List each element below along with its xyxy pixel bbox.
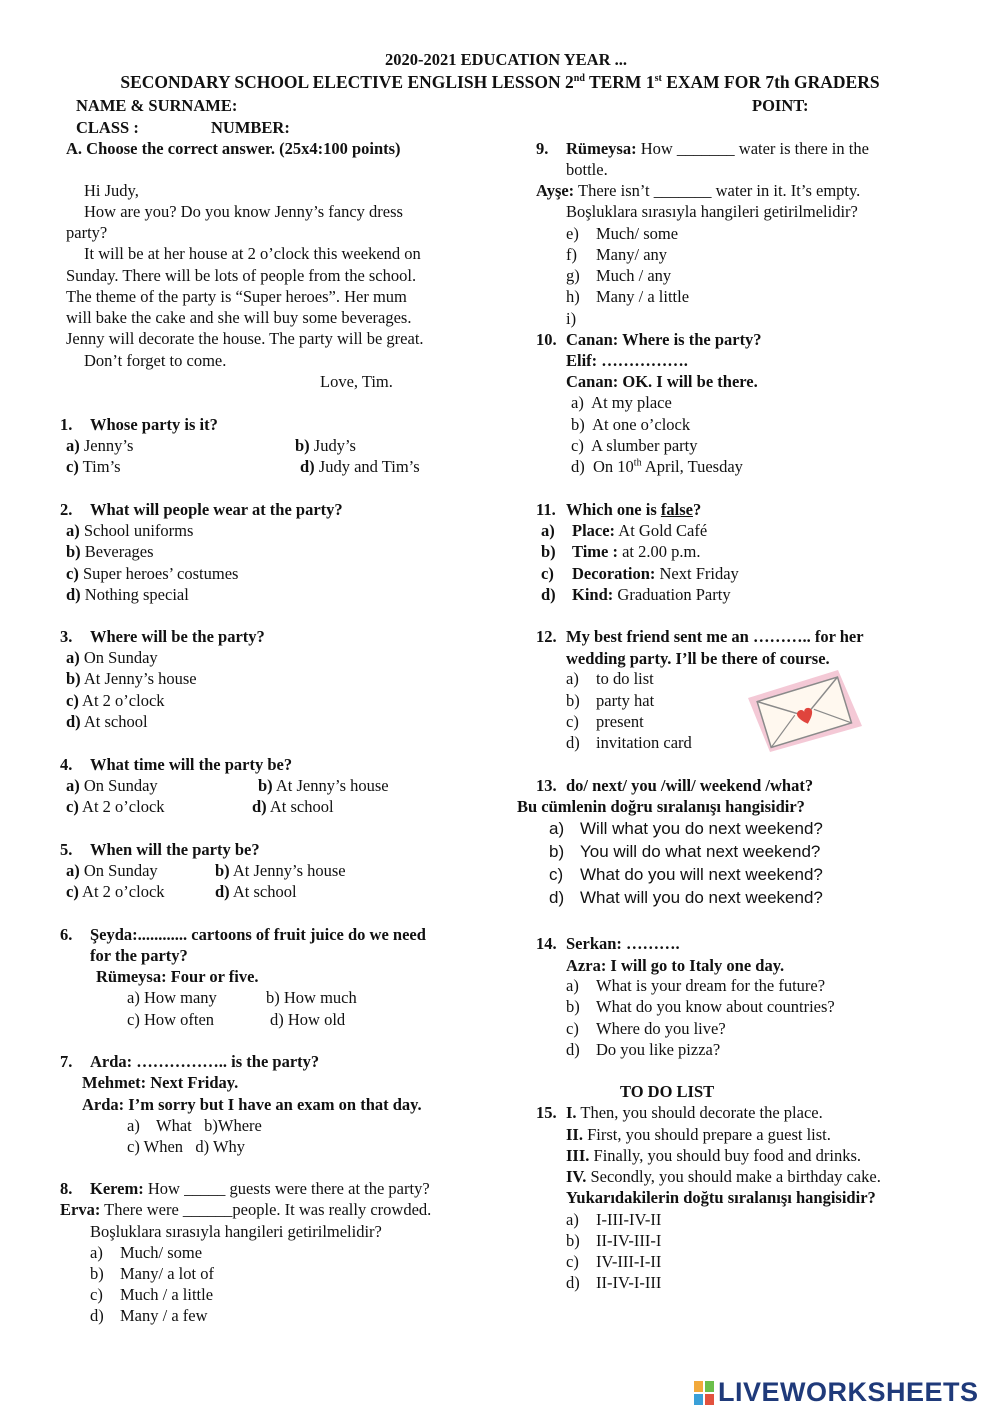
question-text: Rümeysa: How _______ water is there in the (566, 139, 869, 158)
letter-line: Don’t forget to come. (84, 351, 227, 370)
option-d[interactable]: d) At school (215, 882, 297, 901)
question-text: Ayşe: There isn’t _______ water in it. It’s empty. (536, 181, 861, 200)
watermark-text: LIVEWORKSHEETS (718, 1377, 979, 1407)
option-b[interactable]: b) Judy’s (295, 436, 356, 455)
question-number: 9. (536, 139, 549, 158)
option-d[interactable]: d) Do you like pizza? (566, 1040, 721, 1059)
option-b[interactable]: b) Many/ a lot of (90, 1264, 214, 1283)
question-text: Kerem: How _____ guests were there at the party? (90, 1179, 430, 1198)
question-number: 11. (536, 500, 556, 519)
point-label: POINT: (752, 96, 809, 115)
option-c[interactable]: c) How often (127, 1010, 215, 1029)
question-text: Where will be the party? (90, 627, 265, 646)
to-do-list-title: TO DO LIST (620, 1082, 715, 1101)
question-text: Elif: ……………. (566, 351, 688, 370)
letter-line: It will be at her house at 2 o’clock this weekend on (84, 244, 421, 263)
option-c[interactable]: c) Much / a little (90, 1285, 214, 1304)
question-instruction: Bu cümlenin doğru sıralanışı hangisidir? (517, 797, 805, 816)
option-c[interactable]: c) Super heroes’ costumes (66, 564, 239, 583)
letter-greeting: Hi Judy, (84, 181, 139, 200)
question-number: 10. (536, 330, 557, 349)
question-text: wedding party. I’ll be there of course. (566, 649, 830, 668)
option-a[interactable]: a) On Sunday (66, 776, 158, 795)
option-i[interactable]: i) (566, 309, 577, 328)
question-text: Erva: There were ______people. It was really crowded. (60, 1200, 432, 1219)
question-text: bottle. (566, 160, 608, 179)
letter-signature: Love, Tim. (320, 372, 393, 391)
option-f[interactable]: f) Many/ any (566, 245, 668, 264)
question-number: 1. (60, 415, 73, 434)
question-number: 2. (60, 500, 73, 519)
letter-line: Sunday. There will be lots of people from the school. (66, 266, 417, 285)
option-b[interactable]: b) At Jenny’s house (66, 669, 197, 688)
question-number: 5. (60, 840, 73, 859)
question-number: 14. (536, 934, 557, 953)
option-d[interactable]: d) Many / a few (90, 1306, 208, 1325)
logo-badge-icon (694, 1381, 714, 1405)
class-label: CLASS : (76, 118, 139, 137)
question-text: Canan: Where is the party? (566, 330, 762, 349)
option-a[interactable]: a) Will what you do next weekend? (549, 819, 823, 838)
exam-title: SECONDARY SCHOOL ELECTIVE ENGLISH LESSON 2nd TERM 1st EXAM FOR 7th GRADERS (120, 72, 880, 92)
option-b[interactable]: b) How much (266, 988, 357, 1007)
option-a[interactable]: a) Place: At Gold Café (541, 521, 708, 540)
letter-line: How are you? Do you know Jenny’s fancy dress (84, 202, 403, 221)
question-text: When will the party be? (90, 840, 260, 859)
options-a-b[interactable]: a) What b)Where (127, 1116, 262, 1135)
option-d[interactable]: d) Kind: Graduation Party (541, 585, 731, 604)
list-item: I. Then, you should decorate the place. (566, 1103, 823, 1122)
option-b[interactable]: b) You will do what next weekend? (549, 842, 821, 861)
question-response: Rümeysa: Four or five. (96, 967, 259, 986)
option-c[interactable]: c) At 2 o’clock (66, 691, 165, 710)
option-d[interactable]: d) At school (66, 712, 148, 731)
option-b[interactable]: b) At Jenny’s house (258, 776, 389, 795)
question-text: Arda: …………….. is the party? (90, 1052, 320, 1071)
list-item: II. First, you should prepare a guest list. (566, 1125, 831, 1144)
question-number: 8. (60, 1179, 73, 1198)
number-label: NUMBER: (211, 118, 290, 137)
option-b[interactable]: b) II-IV-III-I (566, 1231, 662, 1250)
option-d[interactable]: d) II-IV-I-III (566, 1273, 662, 1292)
option-a[interactable]: a) What is your dream for the future? (566, 976, 826, 995)
letter-line: Jenny will decorate the house. The party will be great. (66, 329, 424, 348)
question-text: do/ next/ you /will/ weekend /what? (566, 776, 814, 795)
question-instruction: Boşluklara sırasıyla hangileri getirilmelidir? (566, 202, 858, 221)
question-text: Azra: I will go to Italy one day. (566, 956, 785, 975)
option-c[interactable]: c) Decoration: Next Friday (541, 564, 739, 583)
option-d[interactable]: d) What will you do next weekend? (549, 888, 823, 907)
question-response: Arda: I’m sorry but I have an exam on that day. (82, 1095, 422, 1114)
option-c[interactable]: c) At 2 o’clock (66, 882, 165, 901)
option-b[interactable]: b) party hat (566, 691, 655, 710)
question-number: 15. (536, 1103, 557, 1122)
question-number: 3. (60, 627, 73, 646)
option-a[interactable]: a) I-III-IV-II (566, 1210, 662, 1229)
question-text: What will people wear at the party? (90, 500, 343, 519)
option-h[interactable]: h) Many / a little (566, 287, 690, 306)
question-number: 6. (60, 925, 73, 944)
option-a[interactable]: a) Jenny’s (66, 436, 134, 455)
option-a[interactable]: a) School uniforms (66, 521, 194, 540)
option-c[interactable]: c) What do you will next weekend? (549, 865, 823, 884)
option-d[interactable]: d) On 10th April, Tuesday (571, 457, 743, 476)
option-a[interactable]: a) How many (127, 988, 217, 1007)
exam-year-title: 2020-2021 EDUCATION YEAR ... (384, 50, 627, 69)
liveworksheets-logo[interactable] (694, 1377, 994, 1409)
option-a[interactable]: a) to do list (566, 669, 654, 688)
question-text: Canan: OK. I will be there. (566, 372, 758, 391)
section-a-heading: A. Choose the correct answer. (25x4:100 points) (66, 139, 401, 158)
question-text: for the party? (90, 946, 188, 965)
envelope-heart-icon (744, 664, 866, 756)
question-instruction: Boşluklara sırasıyla hangileri getirilmelidir? (90, 1222, 382, 1241)
option-b[interactable]: b) What do you know about countries? (566, 997, 835, 1016)
option-a[interactable]: a) On Sunday (66, 861, 158, 880)
option-b[interactable]: b) Time : at 2.00 p.m. (541, 542, 701, 561)
question-text: Which one is false? (566, 500, 702, 519)
option-c[interactable]: c) IV-III-I-II (566, 1252, 662, 1271)
question-number: 4. (60, 755, 73, 774)
question-text: Şeyda:............ cartoons of fruit juice do we need (90, 925, 426, 944)
question-text: What time will the party be? (90, 755, 293, 774)
letter-line: The theme of the party is “Super heroes”. Her mum (66, 287, 407, 306)
question-instruction: Yukarıdakilerin doğtu sıralanışı hangisidir? (566, 1188, 876, 1207)
question-number: 12. (536, 627, 557, 646)
question-text: Whose party is it? (90, 415, 218, 434)
option-b[interactable]: b) At one o’clock (571, 415, 691, 434)
letter-line: party? (66, 223, 108, 242)
question-response: Mehmet: Next Friday. (82, 1073, 239, 1092)
list-item: III. Finally, you should buy food and drinks. (566, 1146, 862, 1165)
question-text: My best friend sent me an ……….. for her (566, 627, 864, 646)
option-c[interactable]: c) A slumber party (571, 436, 698, 455)
list-item: IV. Secondly, you should make a birthday cake. (566, 1167, 881, 1186)
name-label: NAME & SURNAME: (76, 96, 238, 115)
option-g[interactable]: g) Much / any (566, 266, 672, 285)
option-c[interactable]: c) Where do you live? (566, 1019, 726, 1038)
option-d[interactable]: d) Nothing special (66, 585, 189, 604)
option-d[interactable]: d) Judy and Tim’s (300, 457, 420, 476)
option-a[interactable]: a) On Sunday (66, 648, 158, 667)
options-c-d[interactable]: c) When d) Why (127, 1137, 246, 1156)
option-d[interactable]: d) At school (252, 797, 334, 816)
option-c[interactable]: c) present (566, 712, 644, 731)
option-a[interactable]: a) At my place (571, 393, 672, 412)
option-d[interactable]: d) invitation card (566, 733, 692, 752)
option-d[interactable]: d) How old (270, 1010, 346, 1029)
option-e[interactable]: e) Much/ some (566, 224, 679, 243)
question-number: 7. (60, 1052, 73, 1071)
option-c[interactable]: c) Tim’s (66, 457, 121, 476)
option-b[interactable]: b) Beverages (66, 542, 154, 561)
option-c[interactable]: c) At 2 o’clock (66, 797, 165, 816)
option-b[interactable]: b) At Jenny’s house (215, 861, 346, 880)
letter-line: will bake the cake and she will buy some beverages. (66, 308, 412, 327)
question-number: 13. (536, 776, 557, 795)
option-a[interactable]: a) Much/ some (90, 1243, 203, 1262)
question-text: Serkan: ………. (566, 934, 680, 953)
